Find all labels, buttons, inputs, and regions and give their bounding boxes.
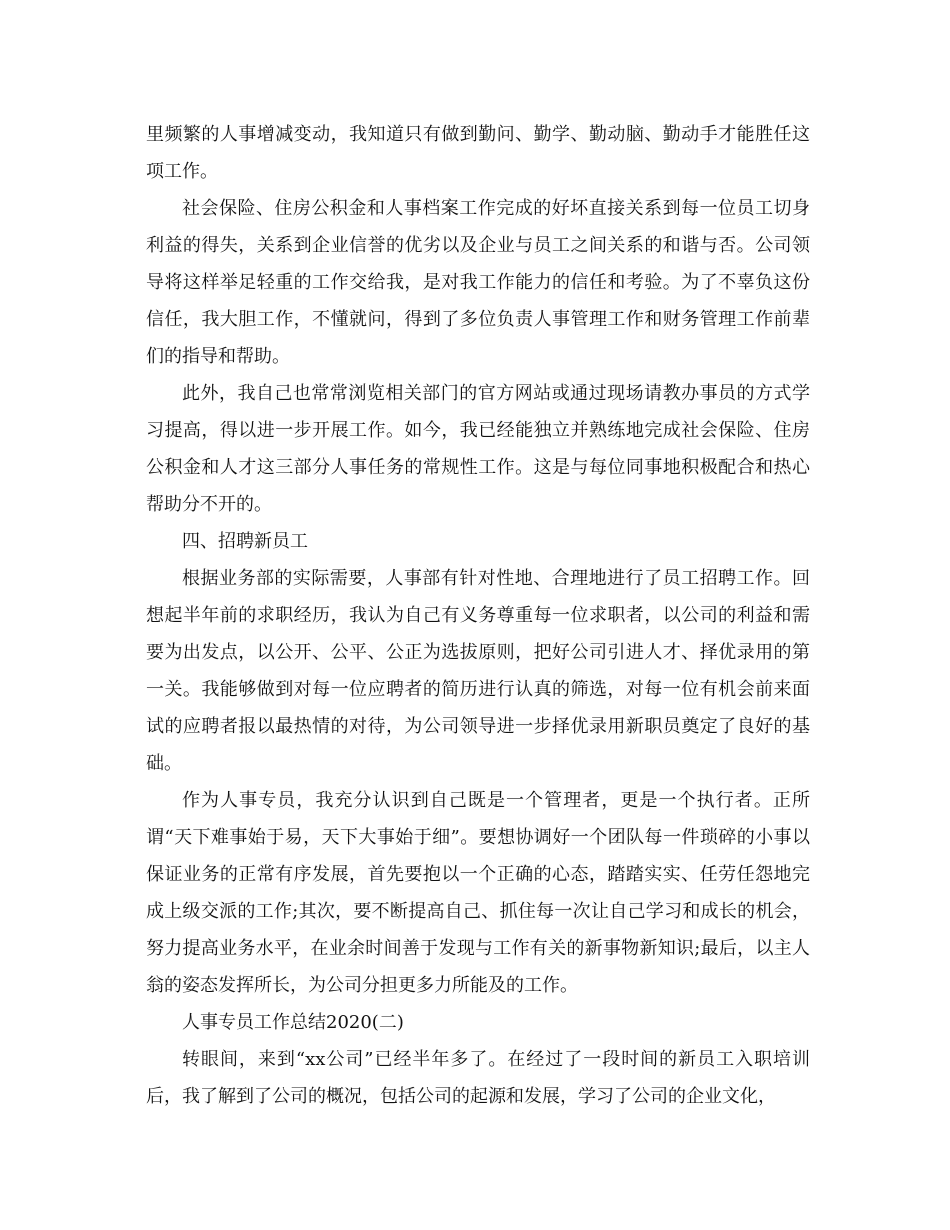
paragraph-role-reflection: 作为人事专员，我充分认识到自己既是一个管理者，更是一个执行者。正所谓“天下难事始于易，天下大事始于细”。要想协调好一个团队每一件琐碎的小事以保证业务的正常有序发展，首先要抱以一个正确的心态，踏踏实实、任劳任怨地完成上级交派的工作;其次，要不断提高自己、抓住每一次让自己学习和成长的机会，努力提高业务水平，在业余时间善于发现与工作有关的新事物新知识;最后，以主人翁的姿态发挥所长，为公司分担更多力所能及的工作。: [146, 790, 810, 996]
paragraph-recruitment: 根据业务部的实际需要，人事部有针对性地、合理地进行了员工招聘工作。回想起半年前的求职经历，我认为自己有义务尊重每一位求职者，以公司的利益和需要为出发点，以公开、公平、公正为选拔原则，把好公司引进人才、择优录用的第一关。我能够做到对每一位应聘者的简历进行认真的筛选，对每一位有机会前来面试的应聘者报以最热情的对待，为公司领导进一步择优录用新职员奠定了良好的基础。: [146, 568, 810, 774]
paragraph-continuation: 里频繁的人事增减变动，我知道只有做到勤问、勤学、勤动脑、勤动手才能胜任这项工作。: [146, 124, 810, 182]
section-heading-recruitment: 四、招聘新员工: [182, 531, 308, 552]
paragraph-self-study: 此外，我自己也常常浏览相关部门的官方网站或通过现场请教办事员的方式学习提高，得以进一步开展工作。如今，我已经能独立并熟练地完成社会保险、住房公积金和人才这三部分人事任务的常规性工作。这是与每位同事地积极配合和热心帮助分不开的。: [146, 383, 810, 515]
paragraph-social-insurance: 社会保险、住房公积金和人事档案工作完成的好坏直接关系到每一位员工切身利益的得失，关系到企业信誉的优劣以及企业与员工之间关系的和谐与否。公司领导将这样举足轻重的工作交给我，是对我工作能力的信任和考验。为了不辜负这份信任，我大胆工作，不懂就问，得到了多位负责人事管理工作和财务管理工作前辈们的指导和帮助。: [146, 198, 810, 367]
document-body: [146, 116, 810, 1115]
paragraph-half-year: 转眼间，来到“xx公司”已经半年多了。在经过了一段时间的新员工入职培训后，我了解到了公司的概况，包括公司的起源和发展，学习了公司的企业文化，: [146, 1049, 810, 1107]
section-heading-summary-two: 人事专员工作总结2020(二): [182, 1012, 404, 1033]
